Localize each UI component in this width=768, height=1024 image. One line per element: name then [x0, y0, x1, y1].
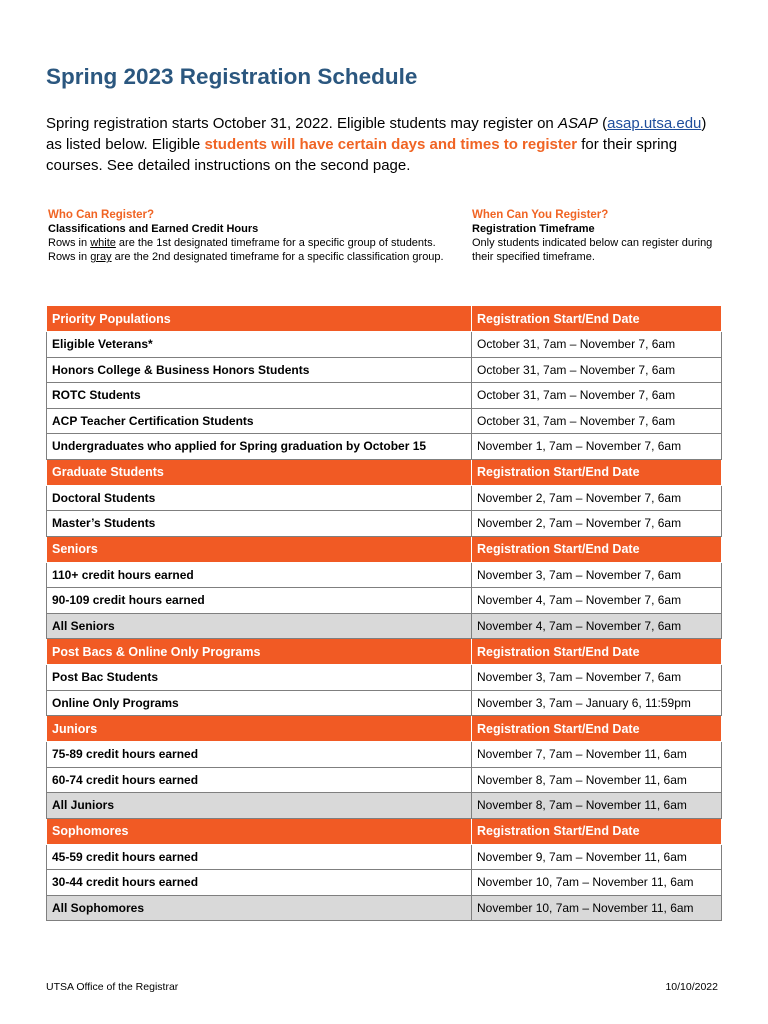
registration-schedule-table — [46, 305, 722, 921]
section-title: Priority Populations — [47, 306, 472, 332]
registration-date-range: October 31, 7am – November 7, 6am — [472, 332, 722, 358]
section-title: Juniors — [47, 716, 472, 742]
registration-date-range: November 10, 7am – November 11, 6am — [472, 895, 722, 921]
registration-date-range: November 9, 7am – November 11, 6am — [472, 844, 722, 870]
student-group: ROTC Students — [47, 383, 472, 409]
table-row — [47, 357, 722, 383]
student-group: ACP Teacher Certification Students — [47, 408, 472, 434]
intro-paren-open: ( — [597, 115, 608, 132]
date-column-header: Registration Start/End Date — [472, 306, 722, 332]
student-group: 75-89 credit hours earned — [47, 742, 472, 768]
footer-date: 10/10/2022 — [665, 981, 718, 993]
student-group: All Juniors — [47, 793, 472, 819]
registration-date-range: November 8, 7am – November 11, 6am — [472, 793, 722, 819]
who-can-register-note — [48, 208, 458, 264]
asap-name: ASAP — [557, 115, 598, 132]
student-group: Post Bac Students — [47, 665, 472, 691]
table-row — [47, 767, 722, 793]
date-column-header: Registration Start/End Date — [472, 536, 722, 562]
date-column-header: Registration Start/End Date — [472, 459, 722, 485]
registration-date-range: November 3, 7am – January 6, 11:59pm — [472, 690, 722, 716]
table-row — [47, 588, 722, 614]
date-column-header: Registration Start/End Date — [472, 818, 722, 844]
intro-text-3: for their spring courses. See detailed instructions on the second page. — [46, 136, 678, 174]
classifications-heading: Classifications and Earned Credit Hours — [48, 223, 259, 235]
student-group: 60-74 credit hours earned — [47, 767, 472, 793]
student-group: Master’s Students — [47, 511, 472, 537]
section-header-row — [47, 818, 722, 844]
gray-rows-note: Rows in gray are the 2nd designated timeframe for a specific classification group. — [48, 251, 444, 263]
registration-timeframe-heading: Registration Timeframe — [472, 223, 595, 235]
section-title: Post Bacs & Online Only Programs — [47, 639, 472, 665]
section-title: Sophomores — [47, 818, 472, 844]
student-group: 30-44 credit hours earned — [47, 870, 472, 896]
table-row — [47, 895, 722, 921]
table-row — [47, 562, 722, 588]
table-row — [47, 613, 722, 639]
registration-date-range: November 4, 7am – November 7, 6am — [472, 588, 722, 614]
table-row — [47, 793, 722, 819]
timeframe-note: Only students indicated below can register during their specified timeframe. — [472, 237, 713, 263]
student-group: All Seniors — [47, 613, 472, 639]
registration-date-range: November 2, 7am – November 7, 6am — [472, 511, 722, 537]
section-title: Seniors — [47, 536, 472, 562]
white-rows-note: Rows in white are the 1st designated timeframe for a specific group of students. — [48, 237, 436, 249]
student-group: Honors College & Business Honors Students — [47, 357, 472, 383]
student-group: All Sophomores — [47, 895, 472, 921]
registration-date-range: October 31, 7am – November 7, 6am — [472, 408, 722, 434]
table-row — [47, 844, 722, 870]
registration-date-range: November 10, 7am – November 11, 6am — [472, 870, 722, 896]
student-group: 90-109 credit hours earned — [47, 588, 472, 614]
registration-date-range: November 3, 7am – November 7, 6am — [472, 665, 722, 691]
date-column-header: Registration Start/End Date — [472, 639, 722, 665]
student-group: Doctoral Students — [47, 485, 472, 511]
intro-text-1: Spring registration starts October 31, 2022. Eligible students may register on — [46, 115, 558, 132]
table-row — [47, 690, 722, 716]
when-can-you-register-question: When Can You Register? — [472, 209, 609, 221]
section-header-row — [47, 639, 722, 665]
student-group: 45-59 credit hours earned — [47, 844, 472, 870]
footer-office: UTSA Office of the Registrar — [46, 981, 179, 993]
table-row — [47, 665, 722, 691]
registration-date-range: October 31, 7am – November 7, 6am — [472, 357, 722, 383]
table-row — [47, 870, 722, 896]
registration-date-range: November 2, 7am – November 7, 6am — [472, 485, 722, 511]
registration-date-range: November 3, 7am – November 7, 6am — [472, 562, 722, 588]
intro-paragraph — [46, 113, 726, 176]
table-row — [47, 408, 722, 434]
intro-text-2: as listed below. Eligible — [46, 136, 205, 153]
intro-highlight: students will have certain days and times to register — [204, 136, 578, 153]
registration-date-range: October 31, 7am – November 7, 6am — [472, 383, 722, 409]
registration-date-range: November 4, 7am – November 7, 6am — [472, 613, 722, 639]
student-group: 110+ credit hours earned — [47, 562, 472, 588]
who-can-register-question: Who Can Register? — [48, 209, 155, 221]
section-header-row — [47, 536, 722, 562]
student-group: Undergraduates who applied for Spring graduation by October 15 — [47, 434, 472, 460]
when-can-you-register-note — [472, 208, 732, 264]
asap-link[interactable]: asap.utsa.edu — [607, 115, 702, 132]
student-group: Eligible Veterans* — [47, 332, 472, 358]
table-row — [47, 485, 722, 511]
intro-paren-close: ) — [701, 115, 707, 132]
page-title: Spring 2023 Registration Schedule — [46, 64, 418, 89]
table-row — [47, 434, 722, 460]
registration-date-range: November 8, 7am – November 11, 6am — [472, 767, 722, 793]
section-header-row — [47, 306, 722, 332]
registration-date-range: November 7, 7am – November 11, 6am — [472, 742, 722, 768]
registration-date-range: November 1, 7am – November 7, 6am — [472, 434, 722, 460]
table-row — [47, 742, 722, 768]
student-group: Online Only Programs — [47, 690, 472, 716]
table-row — [47, 332, 722, 358]
section-title: Graduate Students — [47, 459, 472, 485]
date-column-header: Registration Start/End Date — [472, 716, 722, 742]
section-header-row — [47, 459, 722, 485]
table-row — [47, 383, 722, 409]
section-header-row — [47, 716, 722, 742]
table-row — [47, 511, 722, 537]
